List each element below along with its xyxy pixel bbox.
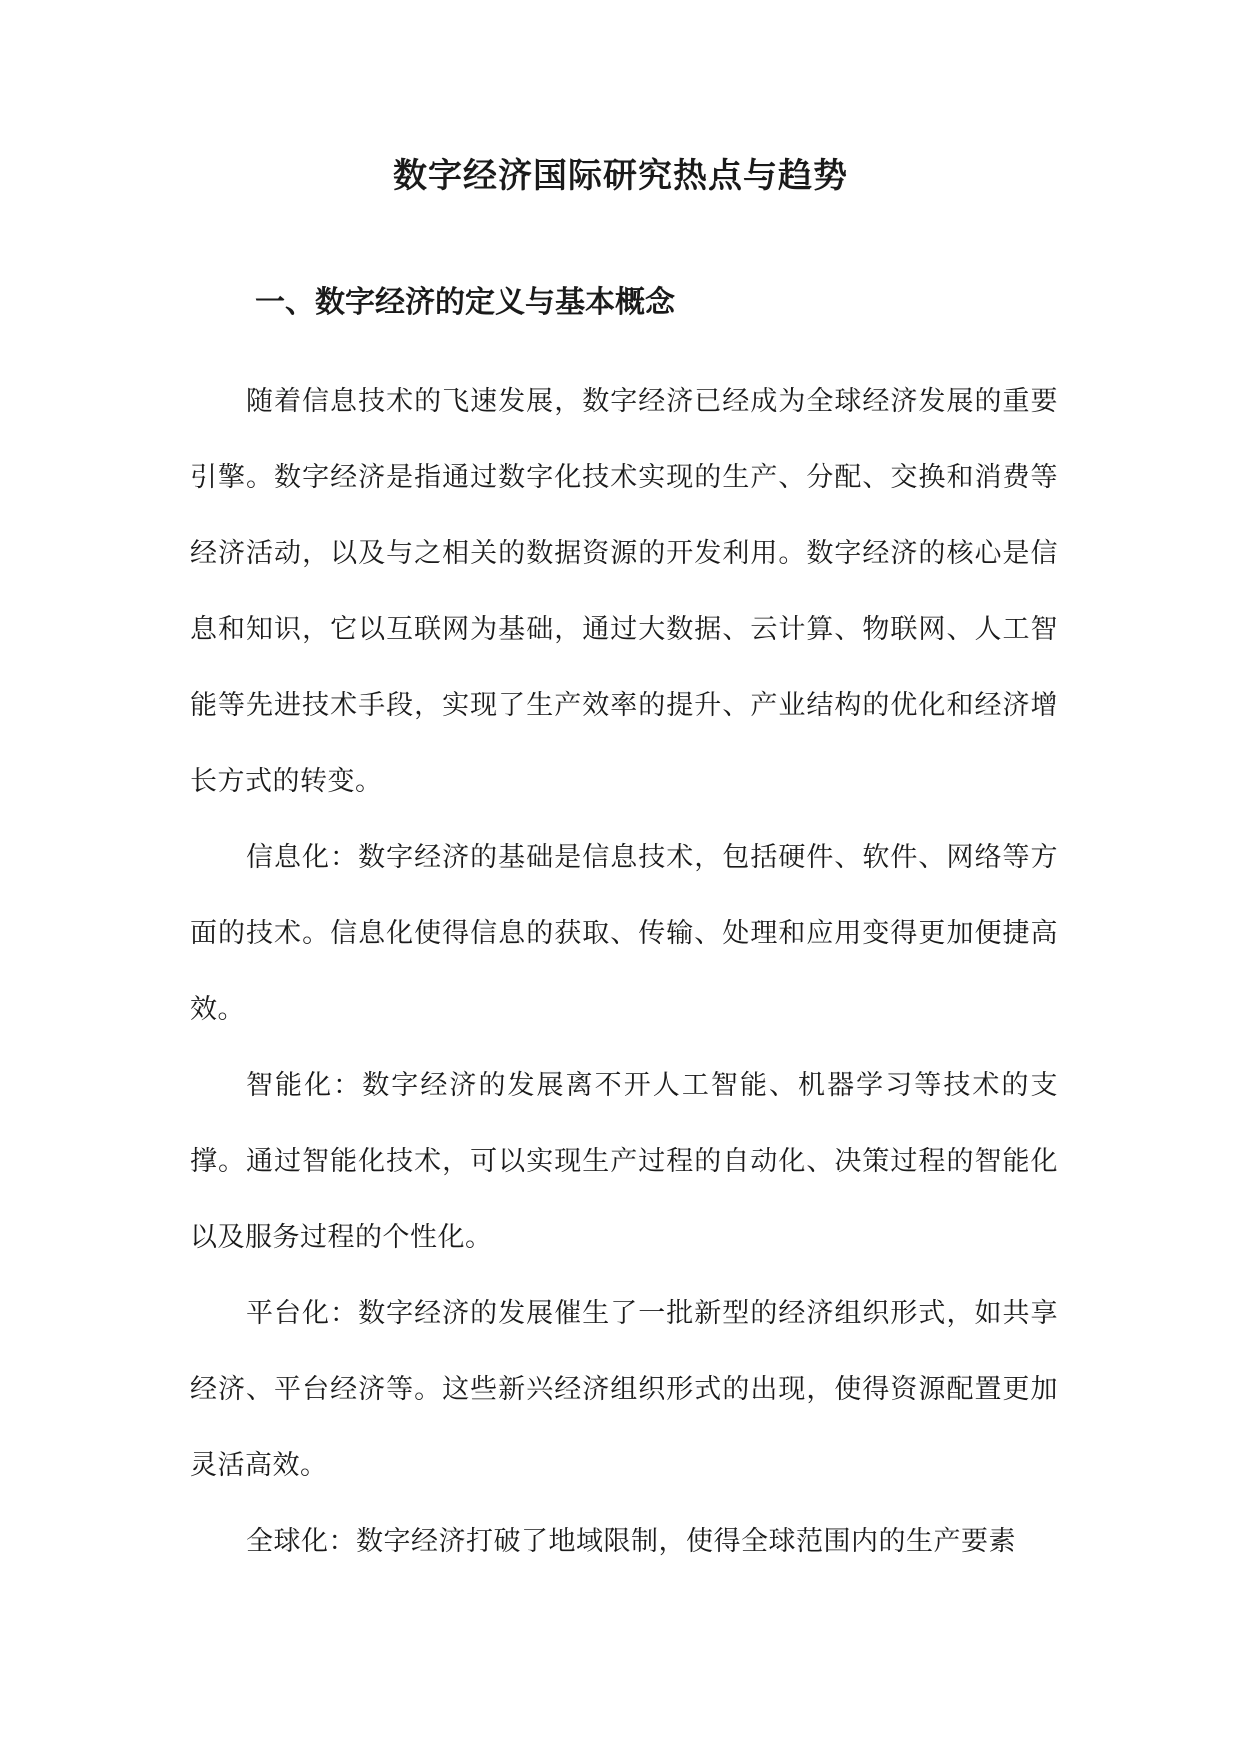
paragraph-globalization: 全球化：数字经济打破了地域限制，使得全球范围内的生产要素 bbox=[246, 1526, 1016, 1557]
paragraph-intelligence: 智能化：数字经济的发展离不开人工智能、机器学习等技术的支撑。通过智能化技术，可以实现生产过程的自动化、决策过程的智能化以及服务过程的个性化。 bbox=[190, 1070, 1058, 1253]
paragraph-informatization: 信息化：数字经济的基础是信息技术，包括硬件、软件、网络等方面的技术。信息化使得信息的获取、传输、处理和应用变得更加便捷高效。 bbox=[190, 842, 1058, 1025]
section-heading: 一、数字经济的定义与基本概念 bbox=[255, 285, 675, 320]
paragraph-platform: 平台化：数字经济的发展催生了一批新型的经济组织形式，如共享经济、平台经济等。这些新兴经济组织形式的出现，使得资源配置更加灵活高效。 bbox=[190, 1298, 1058, 1481]
document-title: 数字经济国际研究热点与趋势 bbox=[393, 156, 848, 196]
paragraph-definition: 随着信息技术的飞速发展，数字经济已经成为全球经济发展的重要引擎。数字经济是指通过数字化技术实现的生产、分配、交换和消费等经济活动，以及与之相关的数据资源的开发利用。数字经济的核心是信息和知识，它以互联网为基础，通过大数据、云计算、物联网、人工智能等先进技术手段，实现了生产效率的提升、产业结构的优化和经济增长方式的转变。 bbox=[190, 386, 1058, 797]
document-body bbox=[190, 364, 1058, 1580]
